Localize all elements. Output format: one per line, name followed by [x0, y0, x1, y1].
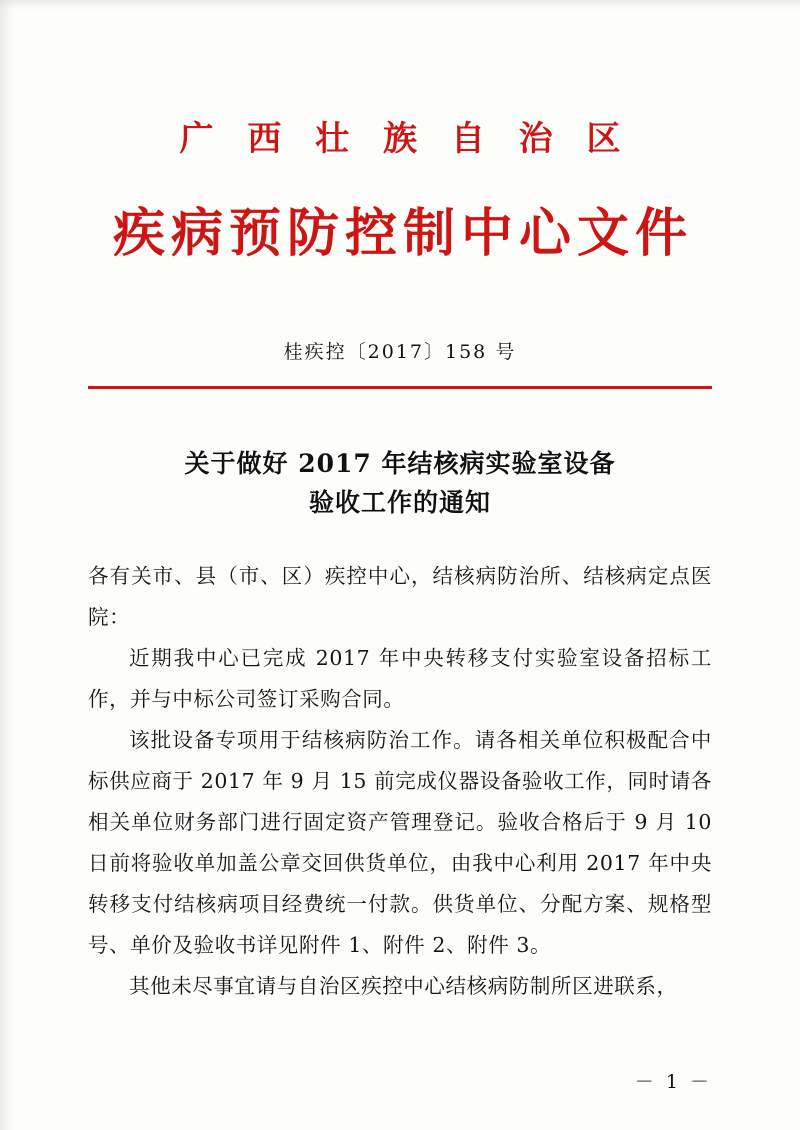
page-title-line-1: 关于做好 2017 年结核病实验室设备	[184, 448, 616, 478]
body-paragraph: 其他未尽事宜请与自治区疾控中心结核病防制所区进联系，	[129, 974, 678, 999]
issuing-organization: 广 西 壮 族 自 治 区	[179, 119, 632, 159]
page-title	[88, 445, 712, 523]
document-number: 桂疾控〔2017〕158 号	[283, 340, 517, 363]
masthead	[88, 0, 712, 364]
document-body	[88, 556, 712, 1007]
body-paragraph: 该批设备专项用于结核病防治工作。请各相关单位积极配合中标供应商于 2017 年 9 月 15 前完成仪器设备验收工作，同时请各相关单位财务部门进行固定资产管理登记。验收合格后于 9 月 10 日前将验收单加盖公章交回供货单位，由我中心利用 2017 年中央转移支付结核病项目经费统一付款。供货单位、分配方案、规格型号、单价及验收书详见附件 1、附件 2、附件 3。	[88, 728, 712, 958]
body-paragraph: 近期我中心已完成 2017 年中央转移支付实验室设备招标工作，并与中标公司签订采购合同。	[88, 646, 712, 712]
page-title-line-2: 验收工作的通知	[308, 487, 491, 517]
page-number: － 1 －	[634, 1071, 712, 1093]
body-paragraph-salutation: 各有关市、县（市、区）疾控中心，结核病防治所、结核病定点医院：	[88, 564, 712, 630]
scan-edge-left	[0, 0, 14, 1130]
document-header-title: 疾病预防控制中心文件	[112, 202, 693, 264]
red-divider-rule	[88, 386, 712, 389]
